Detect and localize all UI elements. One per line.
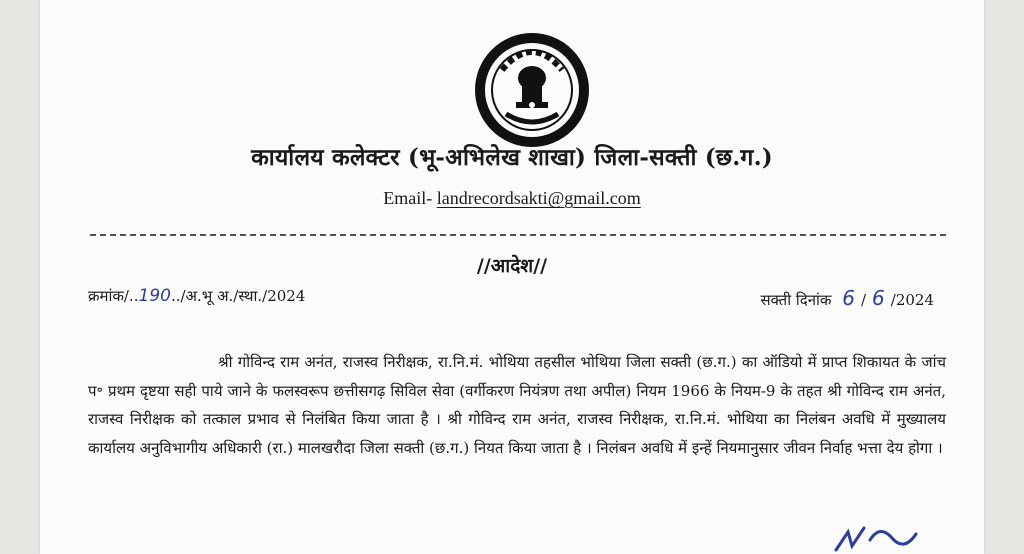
document-page <box>40 0 984 554</box>
signature-icon <box>830 520 920 554</box>
email-line <box>40 188 984 209</box>
date-year: /2024 <box>890 291 934 309</box>
order-body-paragraph: श्री गोविन्द राम अनंत, राजस्व निरीक्षक, रा.नि.मं. भोथिया तहसील भोथिया जिला सक्ती (छ.ग.) का ऑडियो में प्राप्त शिकायत के जांच प॰ प्रथम दृष्टया सही पाये जाने के फलस्वरूप छत्तीसगढ़ सिविल सेवा (वर्गीकरण नियंत्रण तथा अपील) नियम 1966 के नियम-9 के तहत श्री गोविन्द राम अनंत, राजस्व निरीक्षक को तत्काल प्रभाव से निलंबित किया जाता है । श्री गोविन्द राम अनंत, राजस्व निरीक्षक, रा.नि.मं. भोथिया का निलंबन अवधि में मुख्यालय कार्यालय अनुविभागीय अधिकारी (रा.) मालखरौदा जिला सक्ती (छ.ग.) नियत किया जाता है । निलंबन अवधि में इन्हें नियमानुसार जीवन निर्वाह भत्ता देय होगा । <box>88 353 946 457</box>
dashed-divider <box>90 234 946 236</box>
date-day-handwritten: 6 <box>842 286 855 310</box>
date-separator: / <box>860 291 867 309</box>
office-title: कार्यालय कलेक्टर (भू-अभिलेख शाखा) जिला-सक्ती (छ.ग.) <box>251 144 773 171</box>
date-month-handwritten: 6 <box>872 286 885 310</box>
state-emblem-icon <box>472 30 592 148</box>
reference-number <box>88 286 305 306</box>
email-value: landrecordsakti@gmail.com <box>436 188 641 208</box>
email-label: Email- <box>383 188 433 208</box>
order-date <box>760 286 934 310</box>
ref-prefix: क्रमांक/.. <box>88 287 139 305</box>
ref-suffix: ../अ.भू अ./स्था./2024 <box>170 287 306 305</box>
order-heading: //आदेश// <box>476 255 548 277</box>
ref-number-handwritten: 190 <box>138 286 171 306</box>
date-label: सक्ती दिनांक <box>760 291 832 309</box>
